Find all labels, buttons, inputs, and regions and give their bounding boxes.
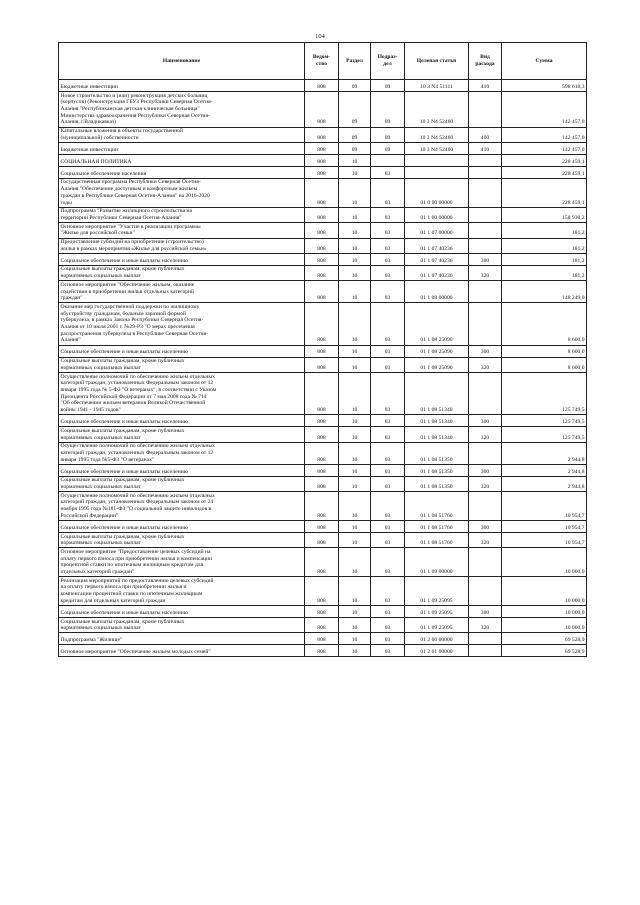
cell-statya: 01 1 07 40236 (405, 253, 469, 265)
cell-podrazdel: 03 (371, 577, 405, 606)
cell-podrazdel: 03 (371, 415, 405, 427)
header-ved: Ведом- ство (305, 43, 339, 80)
cell-podrazdel: 09 (371, 127, 405, 142)
cell-summa: 158 930,2 (502, 207, 587, 222)
table-row (59, 92, 587, 128)
cell-statya: 01 1 08 51350 (405, 476, 469, 491)
cell-name: Социальные выплаты гражданам, кроме публичных нормативных социальных выплат (59, 533, 305, 548)
cell-podrazdel: 03 (371, 521, 405, 533)
cell-summa: 598 618,3 (502, 80, 587, 92)
cell-statya: 01 1 08 51760 (405, 492, 469, 521)
cell-summa: 10 954,7 (502, 521, 587, 533)
cell-summa: 2 944,8 (502, 464, 587, 476)
cell-ved: 808 (305, 154, 339, 166)
cell-vid: 300 (469, 521, 502, 533)
cell-name: Социальное обеспечение и иные выплаты населению (59, 415, 305, 427)
cell-ved: 808 (305, 207, 339, 222)
cell-ved: 808 (305, 548, 339, 577)
table-row (59, 415, 587, 427)
cell-summa: 181,2 (502, 223, 587, 238)
cell-statya: 10 3 N4 52460 (405, 142, 469, 154)
cell-statya: 01 1 08 51340 (405, 373, 469, 415)
cell-vid (469, 223, 502, 238)
cell-summa: 142 457,0 (502, 92, 587, 128)
table-row (59, 577, 587, 606)
header-statya: Целевая статья (405, 43, 469, 80)
table-row (59, 533, 587, 548)
cell-name: Социальные выплаты гражданам, кроме публичных нормативных социальных выплат (59, 357, 305, 372)
cell-name: Социальное обеспечение населения (59, 166, 305, 178)
cell-vid (469, 645, 502, 657)
cell-statya: 01 1 08 25090 (405, 357, 469, 372)
table-row (59, 253, 587, 265)
cell-vid (469, 548, 502, 577)
cell-name: Социальное обеспечение и иные выплаты населению (59, 606, 305, 618)
cell-statya: 01 1 08 51350 (405, 464, 469, 476)
cell-statya: 01 1 08 51760 (405, 521, 469, 533)
cell-razdel: 09 (339, 92, 371, 128)
cell-podrazdel: 03 (371, 476, 405, 491)
cell-razdel: 09 (339, 142, 371, 154)
cell-razdel: 10 (339, 442, 371, 464)
cell-vid (469, 238, 502, 253)
cell-statya: 01 1 08 00000 (405, 281, 469, 303)
cell-name: Социальные выплаты гражданам, кроме публичных нормативных социальных выплат (59, 476, 305, 491)
cell-razdel: 10 (339, 178, 371, 207)
cell-podrazdel: 03 (371, 345, 405, 357)
table-row (59, 207, 587, 222)
cell-razdel: 10 (339, 533, 371, 548)
cell-name: Государственная программа Республики Северная Осетия- Алания "Обеспечение доступным и комфортным жильем граждан в Республике Северная Осетия-Алания" на 2016-2020 годы (59, 178, 305, 207)
cell-razdel: 10 (339, 521, 371, 533)
cell-razdel: 10 (339, 166, 371, 178)
cell-statya: 10 3 N4 51111 (405, 80, 469, 92)
cell-razdel: 10 (339, 373, 371, 415)
cell-vid: 300 (469, 606, 502, 618)
cell-summa: 10 000,0 (502, 548, 587, 577)
cell-name: Оказание мер государственной поддержки по жилищному обустройству гражданам, больным заразной формой туберкулеза, в рамках Закона Республики Северная Осетия- Алания от 10 июля 2001 г. №29-РЗ "О мерах пресечения распространения туберкулеза в Республике Северная Осетия- Алания" (59, 303, 305, 345)
cell-statya: 01 1 09 25095 (405, 618, 469, 633)
cell-ved: 808 (305, 533, 339, 548)
cell-vid (469, 577, 502, 606)
cell-razdel: 10 (339, 223, 371, 238)
table-row (59, 442, 587, 464)
cell-summa: 69 528,9 (502, 645, 587, 657)
cell-statya: 01 2 01 00000 (405, 645, 469, 657)
cell-razdel: 10 (339, 427, 371, 442)
table-row (59, 373, 587, 415)
header-summa: Сумма (502, 43, 587, 80)
cell-ved: 808 (305, 606, 339, 618)
table-row (59, 476, 587, 491)
cell-name: Социальное обеспечение и иные выплаты населению (59, 345, 305, 357)
cell-podrazdel: 03 (371, 645, 405, 657)
cell-ved: 808 (305, 618, 339, 633)
table-body (59, 80, 587, 657)
table-row (59, 281, 587, 303)
cell-vid: 320 (469, 533, 502, 548)
cell-summa: 8 600,0 (502, 357, 587, 372)
cell-ved: 808 (305, 633, 339, 645)
cell-statya: 10 3 N4 52460 (405, 127, 469, 142)
cell-name: Новое строительство и (или) реконструкция детских больниц (корпусов) (Реконструкция ГБУЗ Республики Северная Осетия- Алания "Республиканская детская клиническая больница" Министерства здравоохранения Республики Северная Осетия- Алания, г.Владикавказ) (59, 92, 305, 128)
cell-razdel: 10 (339, 238, 371, 253)
cell-statya: 01 1 07 00000 (405, 223, 469, 238)
cell-summa: 125 749,5 (502, 427, 587, 442)
cell-vid (469, 633, 502, 645)
cell-statya: 01 1 09 25095 (405, 606, 469, 618)
cell-ved: 808 (305, 142, 339, 154)
table-row (59, 521, 587, 533)
cell-podrazdel: 03 (371, 606, 405, 618)
cell-name: Социальное обеспечение и иные выплаты населению (59, 521, 305, 533)
cell-summa: 69 528,9 (502, 633, 587, 645)
cell-summa: 228 459,1 (502, 154, 587, 166)
cell-razdel: 10 (339, 548, 371, 577)
table-row (59, 166, 587, 178)
cell-vid: 320 (469, 476, 502, 491)
cell-vid: 320 (469, 357, 502, 372)
cell-summa: 2 944,8 (502, 476, 587, 491)
cell-razdel: 10 (339, 645, 371, 657)
cell-vid (469, 207, 502, 222)
cell-podrazdel: 03 (371, 618, 405, 633)
cell-statya: 01 1 09 25095 (405, 577, 469, 606)
cell-name: Бюджетные инвестиции (59, 142, 305, 154)
cell-podrazdel: 03 (371, 238, 405, 253)
cell-statya: 01 1 08 25090 (405, 303, 469, 345)
cell-razdel: 10 (339, 577, 371, 606)
table-row (59, 492, 587, 521)
table-row (59, 427, 587, 442)
cell-name: Социальные выплаты гражданам, кроме публичных нормативных социальных выплат (59, 427, 305, 442)
cell-podrazdel: 03 (371, 223, 405, 238)
cell-ved: 808 (305, 492, 339, 521)
cell-name: Социальные выплаты гражданам, кроме публичных нормативных социальных выплат (59, 265, 305, 280)
cell-razdel: 10 (339, 415, 371, 427)
cell-ved: 808 (305, 303, 339, 345)
cell-podrazdel: 03 (371, 166, 405, 178)
cell-ved: 808 (305, 80, 339, 92)
cell-podrazdel: 03 (371, 357, 405, 372)
cell-podrazdel: 03 (371, 533, 405, 548)
header-podrazdel: Подраз- дел (371, 43, 405, 80)
cell-statya: 01 2 00 00000 (405, 633, 469, 645)
cell-razdel: 10 (339, 303, 371, 345)
cell-statya: 01 1 08 51340 (405, 415, 469, 427)
cell-name: Реализация мероприятий по предоставлению целевых субсидий на оплату первого взноса при приобретении жилья и компенсации процентной ставки по ипотечным жилищным кредитам для отдельных категорий граждан (59, 577, 305, 606)
cell-podrazdel: 03 (371, 427, 405, 442)
cell-vid: 300 (469, 253, 502, 265)
budget-table (58, 42, 587, 657)
cell-ved: 808 (305, 127, 339, 142)
cell-vid: 320 (469, 618, 502, 633)
table-row (59, 618, 587, 633)
cell-name: Основное мероприятие "Обеспечение жильем молодых семей" (59, 645, 305, 657)
cell-ved: 808 (305, 253, 339, 265)
cell-razdel: 10 (339, 618, 371, 633)
cell-summa: 181,2 (502, 265, 587, 280)
cell-ved: 808 (305, 476, 339, 491)
cell-name: Осуществление полномочий по обеспечению жильем отдельных категорий граждан, установленных Федеральным законом от 12 января 1995 года №5-ФЗ "О ветеранах" (59, 442, 305, 464)
cell-razdel: 10 (339, 476, 371, 491)
cell-ved: 808 (305, 92, 339, 128)
table-row (59, 142, 587, 154)
cell-vid: 300 (469, 464, 502, 476)
cell-ved: 808 (305, 577, 339, 606)
cell-statya (405, 154, 469, 166)
cell-summa: 228 459,1 (502, 178, 587, 207)
cell-name: Основное мероприятие "Участие в реализации программы "Жилье для российской семьи" (59, 223, 305, 238)
cell-statya: 01 1 08 51350 (405, 442, 469, 464)
page-number: 104 (315, 33, 325, 40)
header-razdel: Раздел (339, 43, 371, 80)
cell-podrazdel (371, 154, 405, 166)
cell-razdel: 10 (339, 154, 371, 166)
cell-razdel: 10 (339, 606, 371, 618)
table-row (59, 548, 587, 577)
cell-ved: 808 (305, 281, 339, 303)
cell-name: Социальное обеспечение и иные выплаты населению (59, 464, 305, 476)
cell-ved: 808 (305, 223, 339, 238)
cell-statya: 01 1 00 00000 (405, 207, 469, 222)
cell-statya (405, 166, 469, 178)
cell-podrazdel: 03 (371, 207, 405, 222)
cell-razdel: 10 (339, 281, 371, 303)
cell-summa: 181,2 (502, 253, 587, 265)
cell-name: СОЦИАЛЬНАЯ ПОЛИТИКА (59, 154, 305, 166)
table-row (59, 303, 587, 345)
table-row (59, 645, 587, 657)
cell-podrazdel: 03 (371, 265, 405, 280)
cell-name: Основное мероприятие "Обеспечение жильем, оказание содействия в приобретении жилья отдельных категорий граждан" (59, 281, 305, 303)
cell-ved: 808 (305, 464, 339, 476)
cell-summa: 8 600,0 (502, 303, 587, 345)
cell-statya: 01 1 07 40236 (405, 265, 469, 280)
cell-vid (469, 92, 502, 128)
cell-name: Основное мероприятие "Предоставление целевых субсидий на оплату первого взноса при приобретении жилья и компенсации процентной ставки по ипотечным жилищным кредитам для отдельных категорий граждан" (59, 548, 305, 577)
table-row (59, 345, 587, 357)
cell-vid: 300 (469, 345, 502, 357)
cell-statya: 01 1 08 51760 (405, 533, 469, 548)
cell-vid: 300 (469, 415, 502, 427)
cell-razdel: 10 (339, 464, 371, 476)
cell-vid (469, 178, 502, 207)
cell-summa: 10 000,0 (502, 618, 587, 633)
cell-summa: 10 954,7 (502, 492, 587, 521)
cell-statya: 01 0 00 00000 (405, 178, 469, 207)
cell-summa: 8 600,0 (502, 345, 587, 357)
cell-podrazdel: 03 (371, 178, 405, 207)
table-row (59, 606, 587, 618)
cell-vid: 320 (469, 427, 502, 442)
cell-vid (469, 281, 502, 303)
table-row (59, 80, 587, 92)
cell-summa: 2 944,8 (502, 442, 587, 464)
cell-ved: 808 (305, 178, 339, 207)
cell-podrazdel: 09 (371, 142, 405, 154)
cell-razdel: 10 (339, 265, 371, 280)
cell-razdel: 10 (339, 633, 371, 645)
cell-statya: 10 3 N4 52460 (405, 92, 469, 128)
cell-razdel: 09 (339, 80, 371, 92)
cell-razdel: 10 (339, 207, 371, 222)
cell-podrazdel: 03 (371, 633, 405, 645)
cell-name: Социальное обеспечение и иные выплаты населению (59, 253, 305, 265)
cell-summa: 142 457,0 (502, 142, 587, 154)
header-vid: Вид расхода (469, 43, 502, 80)
cell-razdel: 10 (339, 357, 371, 372)
cell-name: Предоставление субсидий на приобретение (строительство) жилья в рамках мероприятия «Жилье для российской семьи» (59, 238, 305, 253)
cell-summa: 125 749,5 (502, 373, 587, 415)
cell-ved: 808 (305, 442, 339, 464)
cell-name: Бюджетные инвестиции (59, 80, 305, 92)
cell-razdel: 10 (339, 492, 371, 521)
cell-podrazdel: 03 (371, 373, 405, 415)
cell-razdel: 09 (339, 127, 371, 142)
cell-vid: 410 (469, 142, 502, 154)
cell-ved: 808 (305, 357, 339, 372)
cell-summa: 10 000,0 (502, 577, 587, 606)
cell-ved: 808 (305, 427, 339, 442)
cell-vid: 320 (469, 265, 502, 280)
cell-ved: 808 (305, 645, 339, 657)
cell-summa: 10 954,7 (502, 533, 587, 548)
cell-vid: 400 (469, 127, 502, 142)
cell-vid (469, 373, 502, 415)
table-row (59, 238, 587, 253)
cell-vid (469, 154, 502, 166)
cell-vid (469, 166, 502, 178)
cell-podrazdel: 09 (371, 80, 405, 92)
cell-podrazdel: 03 (371, 492, 405, 521)
cell-podrazdel: 03 (371, 548, 405, 577)
table-row (59, 633, 587, 645)
header-name: Наименование (59, 43, 305, 80)
cell-ved: 808 (305, 238, 339, 253)
table-row (59, 464, 587, 476)
cell-ved: 808 (305, 345, 339, 357)
cell-summa: 228 459,1 (502, 166, 587, 178)
cell-razdel: 10 (339, 253, 371, 265)
cell-ved: 808 (305, 166, 339, 178)
table-row (59, 223, 587, 238)
cell-summa: 142 457,0 (502, 127, 587, 142)
table-header-row (59, 43, 587, 80)
cell-name: Осуществление полномочий по обеспечению жильем отдельных категорий граждан, установленных Федеральным законом от 12 января 1995 года № 5-ФЗ "О ветеранах", в соответствии с Указом Президента Российской Федерации от 7 мая 2008 года № 714 "Об обеспечении жильем ветеранов Великой Отечественной войны 1941 - 1945 годов" (59, 373, 305, 415)
cell-vid (469, 303, 502, 345)
cell-podrazdel: 03 (371, 303, 405, 345)
table-row (59, 178, 587, 207)
table-row (59, 154, 587, 166)
cell-name: Подпрограмма "Развитие жилищного строительства на территории Республики Северная Осетия-Алания" (59, 207, 305, 222)
cell-podrazdel: 03 (371, 253, 405, 265)
cell-summa: 181,2 (502, 238, 587, 253)
cell-statya: 01 1 09 00000 (405, 548, 469, 577)
cell-vid (469, 442, 502, 464)
cell-name: Социальные выплаты гражданам, кроме публичных нормативных социальных выплат (59, 618, 305, 633)
cell-statya: 01 1 08 51340 (405, 427, 469, 442)
cell-vid (469, 492, 502, 521)
cell-ved: 808 (305, 521, 339, 533)
cell-summa: 10 000,0 (502, 606, 587, 618)
cell-statya: 01 1 07 40236 (405, 238, 469, 253)
cell-name: Подпрограмма "Жилище" (59, 633, 305, 645)
cell-razdel: 10 (339, 345, 371, 357)
cell-statya: 01 1 08 25090 (405, 345, 469, 357)
table-row (59, 127, 587, 142)
table-row (59, 357, 587, 372)
cell-podrazdel: 03 (371, 281, 405, 303)
cell-summa: 148 249,0 (502, 281, 587, 303)
cell-podrazdel: 03 (371, 442, 405, 464)
cell-summa: 125 749,5 (502, 415, 587, 427)
cell-vid: 410 (469, 80, 502, 92)
cell-podrazdel: 03 (371, 464, 405, 476)
cell-name: Капитальные вложения в объекты государственной (муниципальной) собственности (59, 127, 305, 142)
table-row (59, 265, 587, 280)
cell-podrazdel: 09 (371, 92, 405, 128)
cell-ved: 808 (305, 265, 339, 280)
cell-ved: 808 (305, 373, 339, 415)
cell-ved: 808 (305, 415, 339, 427)
cell-name: Осуществление полномочий по обеспечению жильем отдельных категорий граждан, установленных Федеральным законом от 24 ноября 1995 года №181-ФЗ "О социальной защите инвалидов в Российской Федерации" (59, 492, 305, 521)
